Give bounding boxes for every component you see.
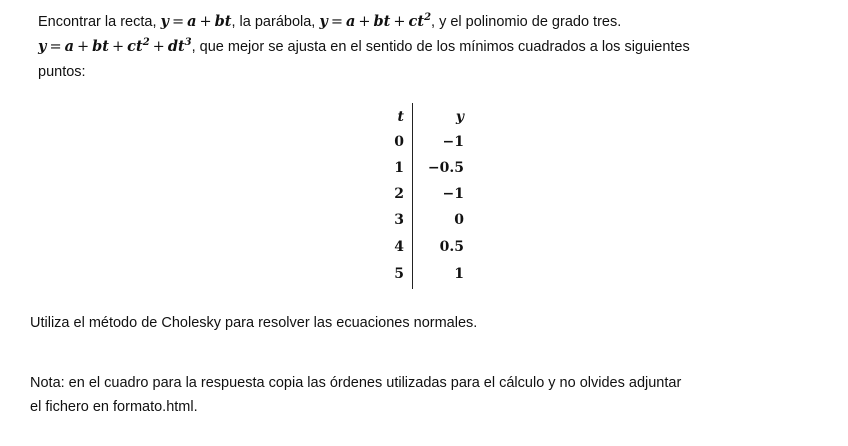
table-row xyxy=(0,131,848,153)
problem-line-2 xyxy=(38,37,690,57)
cell-y: 0 xyxy=(454,212,464,228)
cell-t: 2 xyxy=(394,186,404,202)
problem-line-3 xyxy=(38,62,86,82)
text-segment: , y el polinomio de grado tres. xyxy=(431,14,622,30)
table-header-row xyxy=(0,106,848,128)
header-t: t xyxy=(397,109,404,125)
cell-t: 3 xyxy=(394,212,404,228)
table-row xyxy=(0,236,848,258)
cell-t: 1 xyxy=(394,160,404,176)
table-row xyxy=(0,209,848,231)
math-line-eq: y = a + bt xyxy=(160,13,232,30)
problem-line-1 xyxy=(38,12,621,32)
cell-y: 0.5 xyxy=(439,239,464,255)
note-line-2: el fichero en formato.html. xyxy=(30,399,198,415)
table-row xyxy=(0,263,848,285)
cell-t: 5 xyxy=(394,266,404,282)
table-row xyxy=(0,157,848,179)
cell-t: 0 xyxy=(394,134,404,150)
text-segment: , que mejor se ajusta en el sentido de los mínimos cuadrados a los siguientes xyxy=(191,39,690,55)
cell-y: −0.5 xyxy=(427,160,464,176)
instruction-text: Utiliza el método de Cholesky para resolver las ecuaciones normales. xyxy=(30,315,478,331)
cell-t: 4 xyxy=(394,239,404,255)
text-segment: puntos: xyxy=(38,64,86,80)
cell-y: −1 xyxy=(442,134,464,150)
math-parabola-eq: y = a + bt + $ct^2$ xyxy=(319,12,432,30)
header-y: y xyxy=(455,109,464,125)
math-cubic-eq: y = a + bt + $ct^2 + dt^3$ xyxy=(38,37,192,55)
cell-y: 1 xyxy=(454,266,464,282)
table-row xyxy=(0,183,848,205)
cell-y: −1 xyxy=(442,186,464,202)
text-segment: , la parábola, xyxy=(231,14,320,30)
text-segment: Encontrar la recta, xyxy=(38,14,161,30)
note-line-1: Nota: en el cuadro para la respuesta copia las órdenes utilizadas para el cálculo y no olvides adjuntar xyxy=(30,375,682,391)
